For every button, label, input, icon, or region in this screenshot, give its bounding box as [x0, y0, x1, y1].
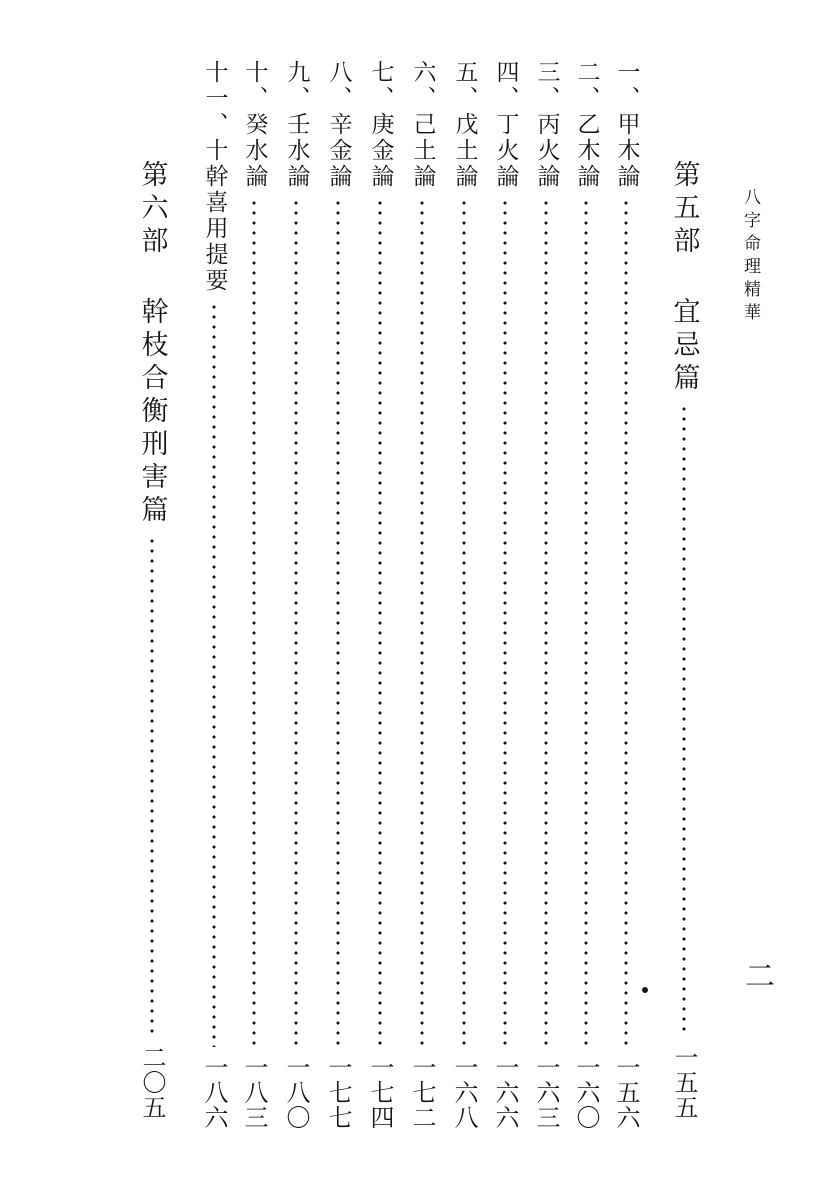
page-ref: 一七四 [366, 1055, 394, 1130]
toc-part-6[interactable] [132, 160, 172, 1120]
page-ref: 一六八 [450, 1055, 478, 1130]
part-title: 幹枝合衡刑害篇 [136, 297, 168, 528]
page-ref: 一七二 [408, 1055, 436, 1130]
entry-title: 七、庚金論 [367, 60, 394, 190]
dot-leader [378, 198, 382, 1047]
entry-title: 六、己土論 [409, 60, 436, 190]
entry-title: 五、戊土論 [451, 60, 478, 190]
dot-leader [462, 198, 466, 1047]
page-ref: 一八〇 [282, 1055, 310, 1130]
toc-entry-5[interactable] [444, 60, 484, 1130]
page-ref: 二〇五 [138, 1045, 166, 1120]
toc-entry-7[interactable] [360, 60, 400, 1130]
toc-entry-4[interactable] [485, 60, 525, 1130]
dot-leader [252, 198, 256, 1047]
toc-entry-3[interactable] [526, 60, 566, 1130]
entry-title: 十、癸水論 [241, 60, 268, 190]
dot-leader [212, 302, 216, 1047]
entry-title: 二、乙木論 [573, 60, 600, 190]
entry-title: 八、辛金論 [325, 60, 352, 190]
part-title: 宜忌篇 [668, 297, 700, 396]
page-number: 二 [739, 960, 774, 990]
dot-leader [544, 198, 548, 1047]
book-title: 八字命理精華 [740, 188, 760, 326]
entry-title: 十一、十幹喜用提要 [201, 60, 228, 294]
entry-title: 三、丙火論 [533, 60, 560, 190]
dot-leader [150, 536, 154, 1037]
toc-entry-1[interactable] [606, 60, 646, 1130]
part-label: 第五部 [668, 160, 700, 259]
dot-leader [294, 198, 298, 1047]
dot-leader [503, 198, 507, 1047]
page-ref: 一八三 [240, 1055, 268, 1130]
entry-title: 四、丁火論 [492, 60, 519, 190]
page-ref: 一八六 [200, 1055, 228, 1130]
entry-title: 九、壬水論 [283, 60, 310, 190]
toc-entry-10[interactable] [234, 60, 274, 1130]
toc-entry-8[interactable] [318, 60, 358, 1130]
part-label: 第六部 [136, 160, 168, 259]
toc-entry-2[interactable] [566, 60, 606, 1130]
dot-leader [336, 198, 340, 1047]
page-ref: 一五五 [670, 1045, 698, 1120]
page-ref: 一七七 [324, 1055, 352, 1130]
page-ref: 一六六 [491, 1055, 519, 1130]
toc-entry-9[interactable] [276, 60, 316, 1130]
dot-leader [584, 198, 588, 1047]
dot-leader [420, 198, 424, 1047]
dot-leader [624, 198, 628, 1047]
page-ref: 一六〇 [572, 1055, 600, 1130]
toc-part-5[interactable] [664, 160, 704, 1120]
dot-leader [682, 404, 686, 1037]
page-ref: 一五六 [612, 1055, 640, 1130]
toc-entry-11[interactable] [194, 60, 234, 1130]
ink-speck [642, 987, 648, 993]
entry-title: 一、甲木論 [613, 60, 640, 190]
toc-entry-6[interactable] [402, 60, 442, 1130]
page-ref: 一六三 [532, 1055, 560, 1130]
